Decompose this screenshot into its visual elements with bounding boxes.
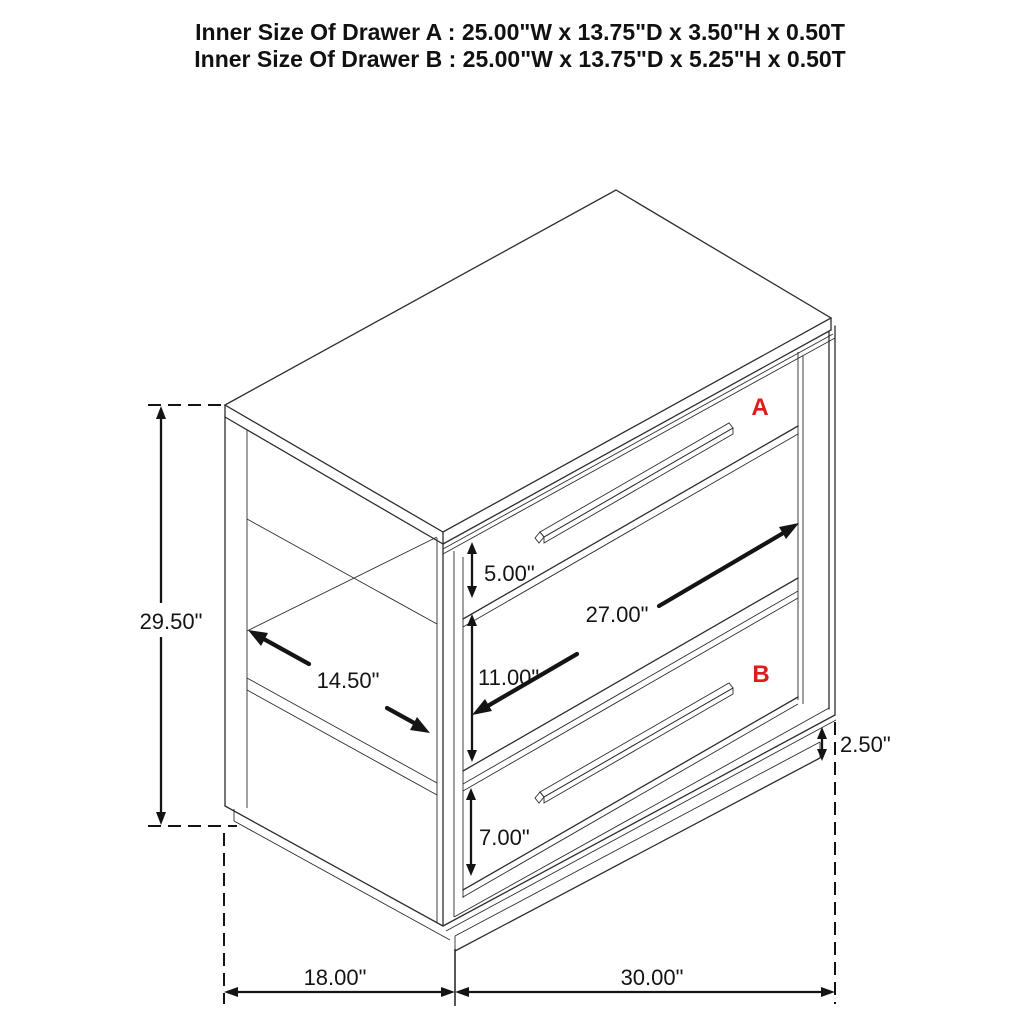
- dimension-drawer-a-front: [467, 542, 535, 598]
- side-panel-bottom-edge: [247, 519, 437, 624]
- top-face: [225, 190, 835, 554]
- front-bottom-edge: [443, 715, 835, 926]
- shelf-opening-value: 11.00": [478, 665, 540, 690]
- drawer-a-front-value: 5.00": [484, 561, 535, 586]
- dimension-side-depth: [224, 965, 455, 997]
- dimension-drawer-b-front: [466, 788, 530, 876]
- drawer-a-label: A: [751, 394, 769, 421]
- overall-width-value: 30.00": [620, 965, 684, 990]
- drawer-a-front: [463, 426, 798, 627]
- dimension-shelf-depth: [248, 630, 430, 733]
- top-surface: [225, 190, 831, 532]
- left-bottom-edge: [225, 806, 443, 926]
- drawer-b-inner-size-text: Inner Size Of Drawer B : 25.00"W x 13.75"D x 5.25"H x 0.50T: [194, 46, 846, 72]
- header: [194, 19, 845, 72]
- dimension-overall-width: [455, 965, 835, 997]
- drawer-b-front-value: 7.00": [479, 825, 530, 850]
- shelf-edge: [247, 678, 437, 795]
- drawer-b-label: B: [752, 661, 770, 688]
- side-depth-value: 18.00": [303, 965, 367, 990]
- drawer-a-inner-size-text: Inner Size Of Drawer A : 25.00"W x 13.75"D x 3.50"H x 0.50T: [195, 19, 845, 45]
- base-height-value: 2.50": [840, 732, 891, 757]
- opening-width-value: 27.00": [585, 602, 649, 627]
- interior-edge: [247, 537, 437, 631]
- dimension-overall-height: [140, 405, 237, 826]
- drawer-a-handle: [535, 423, 733, 543]
- drawer-b-handle: [535, 683, 733, 803]
- dimension-shelf-opening: [467, 614, 539, 762]
- shelf-depth-value: 14.50": [316, 668, 380, 693]
- dimension-base-height: [817, 727, 891, 761]
- overall-height-value: 29.50": [139, 609, 203, 634]
